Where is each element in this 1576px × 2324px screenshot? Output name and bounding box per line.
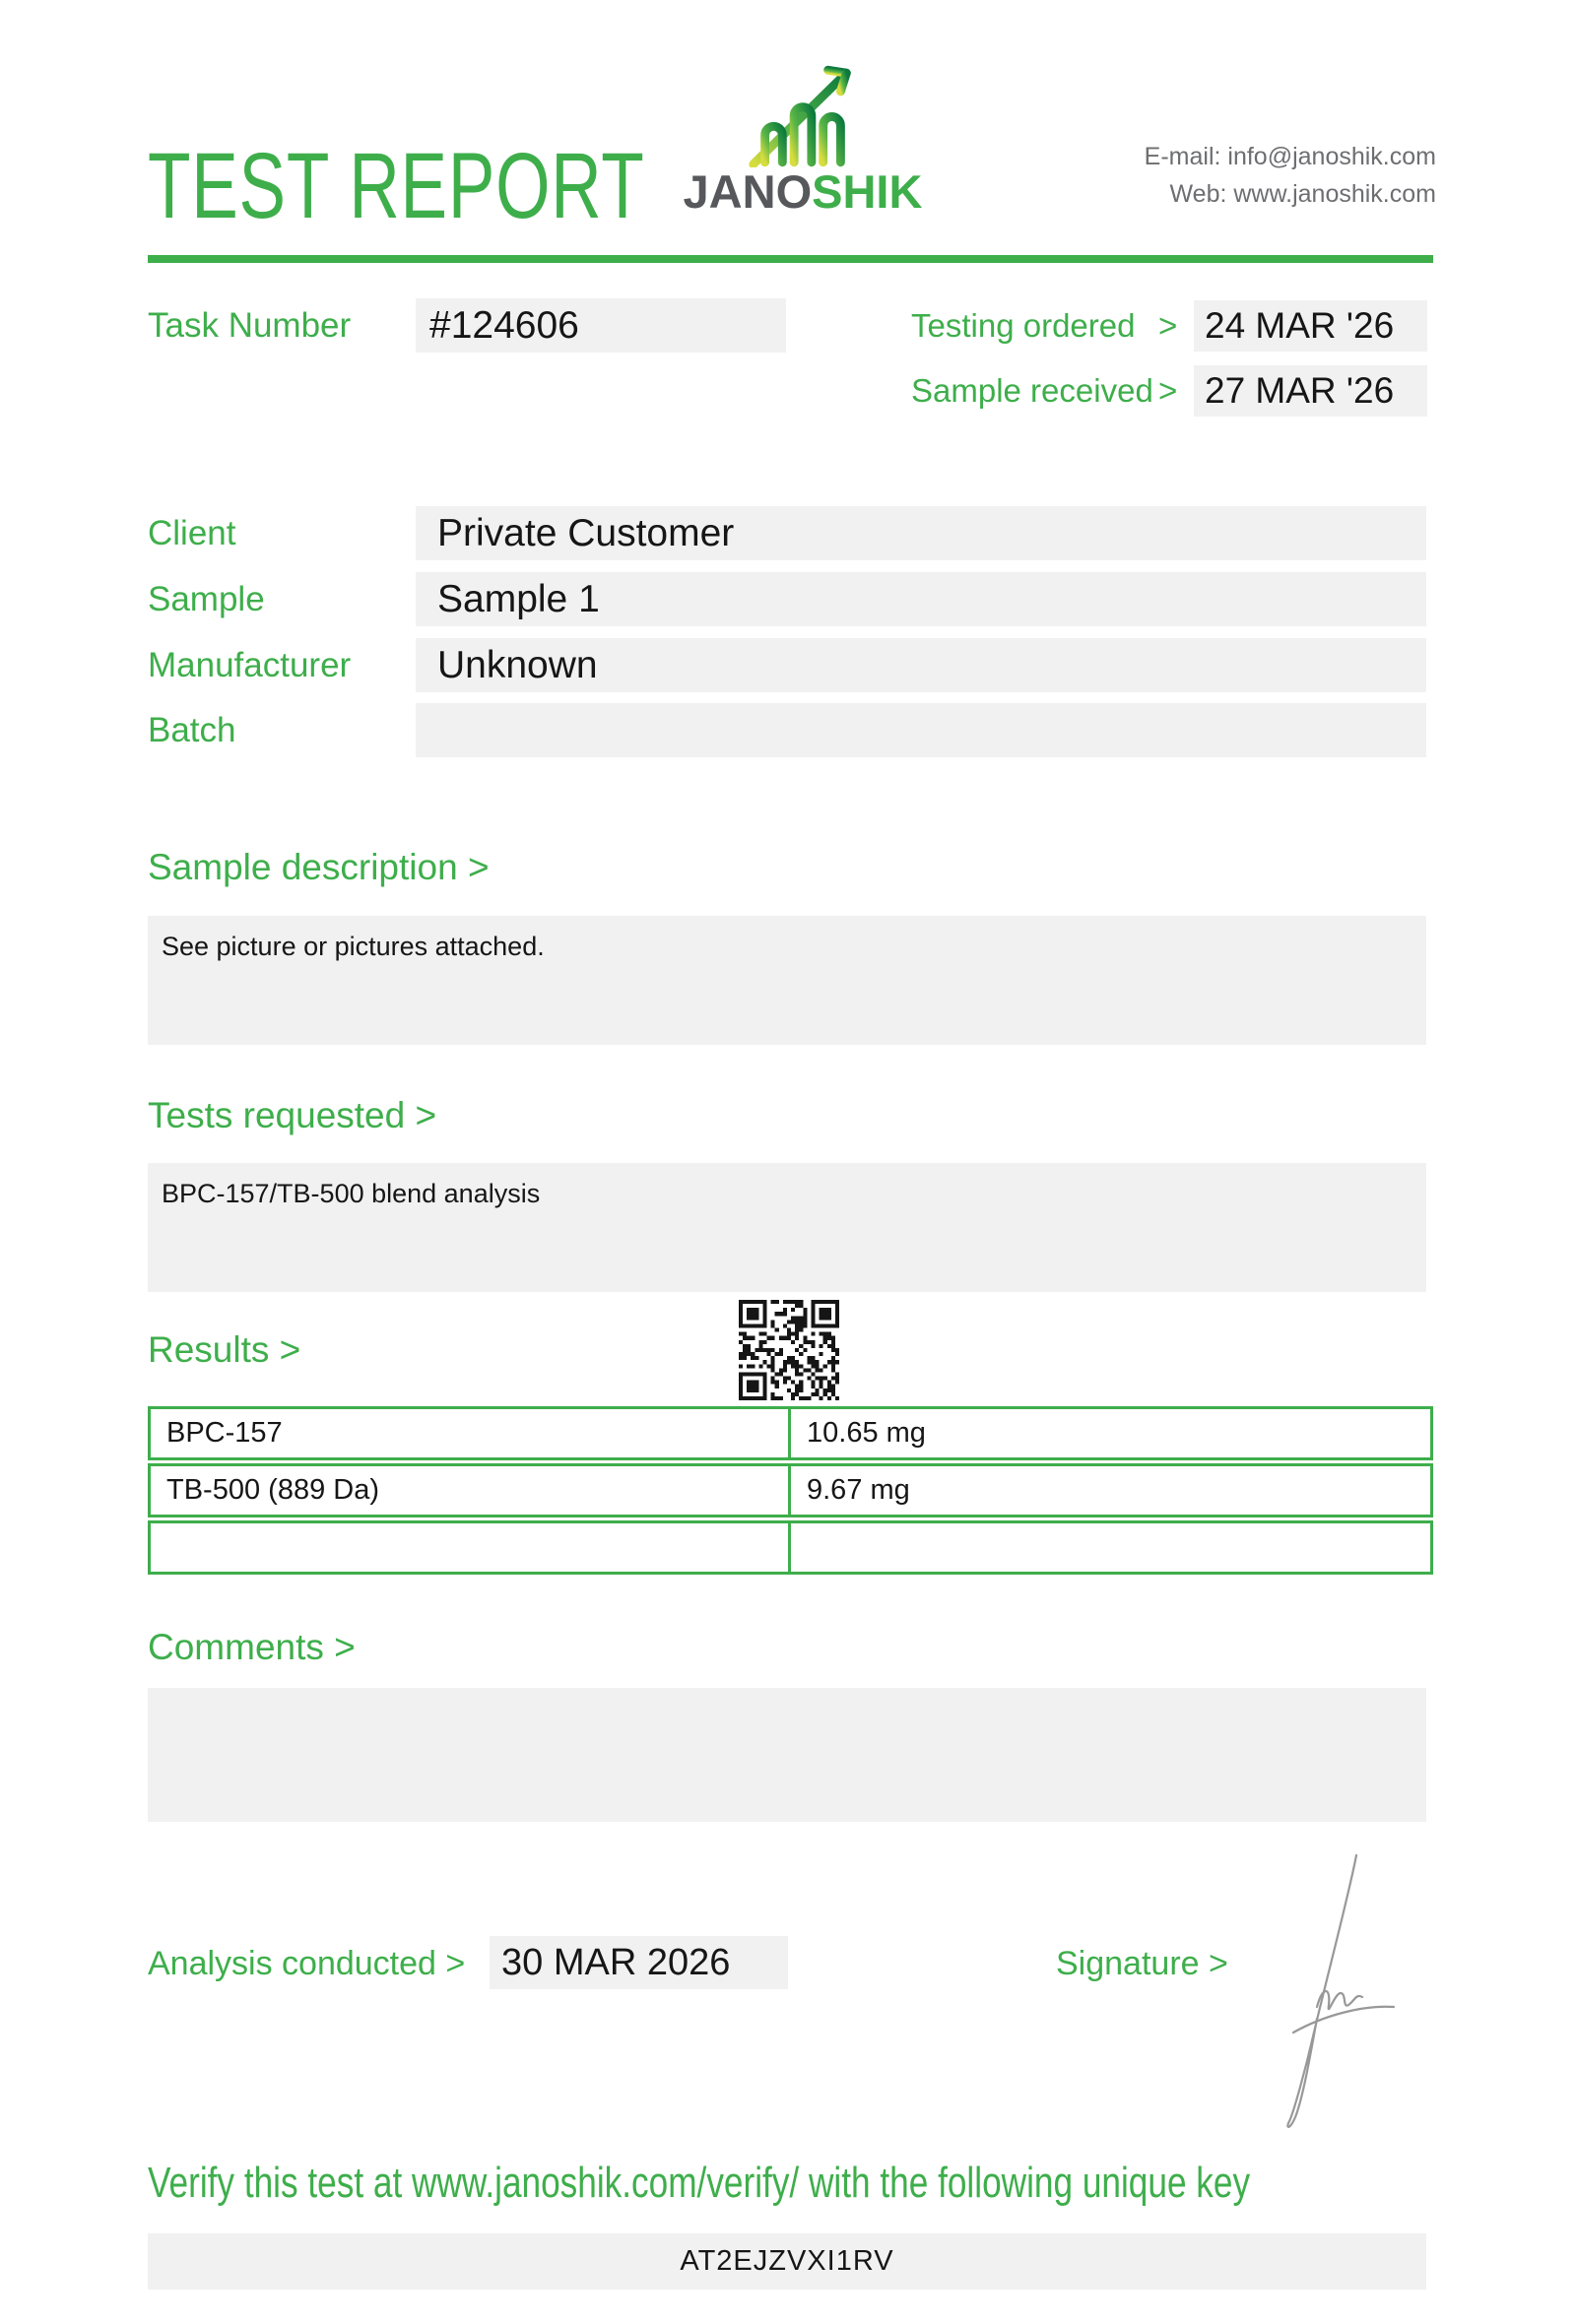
manufacturer-value: Unknown [437,643,598,686]
task-number-label: Task Number [148,305,352,345]
contact-web: Web: www.janoshik.com [1169,180,1436,208]
brand-name-left: JANO [683,165,813,218]
testing-ordered-value: 24 MAR '26 [1205,305,1395,346]
sample-received-arrow: > [1158,372,1178,409]
comments-text [148,1688,1426,1719]
result-name: TB-500 (889 Da) [151,1466,791,1515]
brand-name-right: SHIK [812,165,923,218]
client-value: Private Customer [437,511,735,554]
comments-heading: Comments > [148,1627,356,1667]
comments-box [148,1688,1426,1822]
results-table [148,1406,1433,1578]
table-row [148,1463,1433,1517]
task-number-field [416,298,786,353]
analysis-date-value: 30 MAR 2026 [501,1941,731,1983]
manufacturer-label: Manufacturer [148,645,352,684]
sample-value: Sample 1 [437,577,600,620]
results-heading: Results > [148,1329,301,1370]
sample-field [416,572,1426,626]
client-field [416,506,1426,560]
sample-description-text: See picture or pictures attached. [162,932,545,961]
signature-label: Signature > [1056,1944,1228,1982]
qr-code [739,1300,839,1400]
contact-email: E-mail: info@janoshik.com [1144,143,1436,170]
header-divider [148,255,1433,263]
testing-ordered-label: Testing ordered [911,307,1136,344]
result-value [791,1523,1430,1572]
client-label: Client [148,513,236,552]
task-number-value: #124606 [429,303,579,347]
result-value: 9.67 mg [807,1474,910,1506]
analysis-conducted-label: Analysis conducted > [148,1944,466,1982]
growth-chart-icon [740,65,866,167]
table-row [148,1406,1433,1460]
verify-instruction: Verify this test at www.janoshik.com/verify/ with the following unique key [148,2159,1251,2207]
sample-label: Sample [148,579,265,618]
sample-received-value: 27 MAR '26 [1205,370,1395,411]
analysis-date-field [490,1936,788,1989]
page-title: TEST REPORT [148,134,645,238]
unique-key-box [148,2233,1426,2290]
manufacturer-field [416,638,1426,692]
brand-name [680,167,926,217]
brand-logo [680,65,926,217]
tests-requested-text: BPC-157/TB-500 blend analysis [162,1179,541,1208]
tests-requested-heading: Tests requested > [148,1095,437,1135]
unique-key-value: AT2EJZVXI1RV [680,2245,894,2277]
sample-received-label: Sample received [911,372,1153,409]
testing-ordered-field [1194,300,1427,352]
batch-label: Batch [148,710,236,749]
testing-ordered-arrow: > [1158,307,1178,344]
result-value: 10.65 mg [807,1417,926,1449]
result-name [151,1523,791,1572]
sample-received-field [1194,365,1427,417]
batch-field [416,703,1426,757]
table-row [148,1520,1433,1575]
tests-requested-box [148,1163,1426,1292]
sample-description-heading: Sample description > [148,847,490,887]
contact-info [1145,138,1436,213]
sample-description-box [148,916,1426,1045]
signature-image [1266,1849,1399,2135]
result-name: BPC-157 [151,1409,791,1457]
